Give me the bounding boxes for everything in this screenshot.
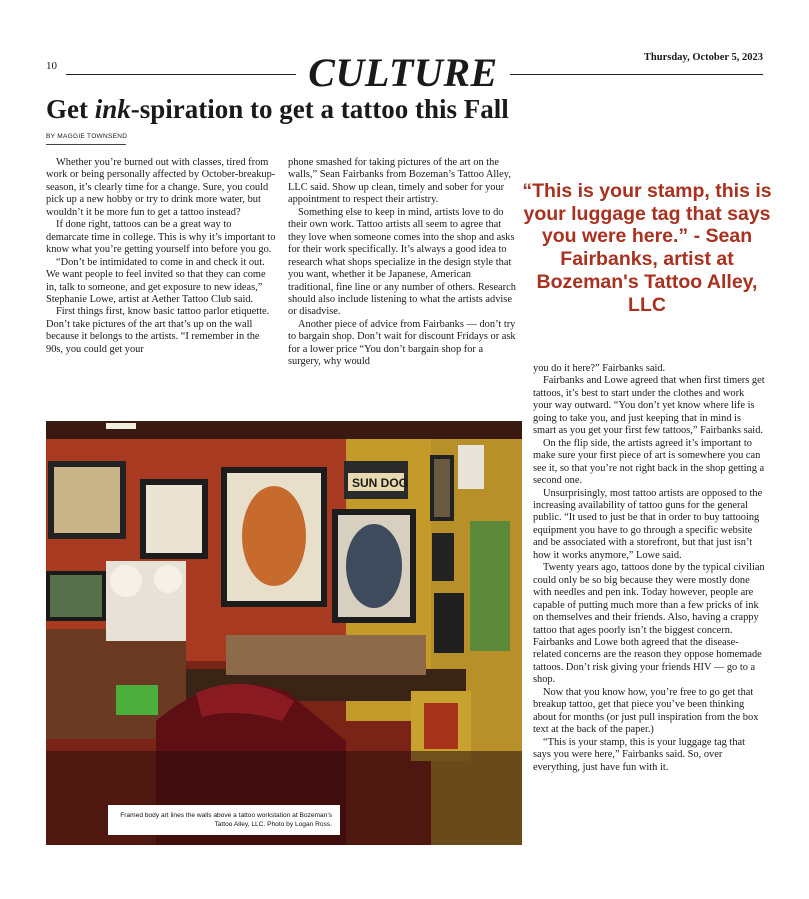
paragraph: “Don’t be intimidated to come in and check it out. We want people to feel invited so that they can come in, talk to someone, and get exposure to new ideas,” Stephanie Lowe, artist at Aether Tattoo Club said.: [46, 256, 266, 305]
headline: [46, 94, 509, 125]
article-column-2: [288, 157, 518, 369]
headline-end: -spiration to get a tattoo this Fall: [130, 94, 509, 124]
photo-illustration: [46, 421, 522, 845]
headline-start: Get: [46, 94, 95, 124]
license-plate-sign: SUN DOG: [352, 476, 409, 490]
byline: BY MAGGIE TOWNSEND: [46, 133, 128, 140]
pull-quote: “This is your stamp, this is your luggage tag that says you were here.” - Sean Fairbanks, artist at Bozeman's Tattoo Alley, LLC: [522, 180, 772, 316]
issue-date: Thursday, October 5, 2023: [643, 52, 763, 63]
paragraph: you do it here?” Fairbanks said.: [533, 363, 666, 374]
paragraph: phone smashed for taking pictures of the art on the walls,” Sean Fairbanks from Bozeman’s Tattoo Alley, LLC said. Show up clean, timely and sober for your appointment to respect their artistry.: [288, 157, 511, 206]
paragraph: Fairbanks and Lowe agreed that when first timers get tattoos, it’s best to start under the clothes and work your way outward. “You don’t yet know where life is going to take you, and just keeping that in mind is smart as you get your first few tattoos,” Fairbanks said.: [533, 375, 765, 437]
header-rule-left: [66, 74, 296, 75]
paragraph: Whether you’re burned out with classes, tired from work or being personally affected by October-breakup-season, it’s clearly time for a change. Sure, you could pick up a new hobby or try to drink more water, but wouldn’t it be more fun to get a tattoo instead?: [46, 157, 276, 218]
paragraph: Unsurprisingly, most tattoo artists are opposed to the increasing availability of tattoo guns for the general public. “It used to just be that in order to buy tattooing equipment you have to go through a specific website and be associated with a storefront, but that just isn’t how it works anymore,” Lowe said.: [533, 487, 763, 561]
paragraph: Now that you know how, you’re free to go get that breakup tattoo, get that piece you’ve been thinking about for months (or just pull inspiration from the box text at the back of the paper.): [533, 686, 759, 736]
photo-caption: Framed body art lines the walls above a tattoo workstation at Bozeman’s Tattoo Alley, LLC. Photo by Logan Ross.: [108, 805, 340, 835]
paragraph: Something else to keep in mind, artists love to do their own work. Tattoo artists all seem to agree that they love when someone comes into the shop and asks for their work specifically. It’s always a good idea to research what shops specialize in the design style that you want, whether it be Japanese, American traditional, fine line or any number of others. Research should also include listening to what the artists advise or disadvise.: [288, 206, 516, 318]
tattoo-shop-photo: [46, 421, 522, 845]
paragraph: Another piece of advice from Fairbanks — don’t try to bargain shop. Don’t wait for discount Fridays or ask for a lower price “You don’t bargain shop for a surgery, why would: [288, 318, 516, 368]
paragraph: First things first, know basic tattoo parlor etiquette. Don’t take pictures of the art that’s up on the wall because it belongs to the artists. “I remember in the 90s, you could get your: [46, 306, 270, 355]
article-column-1: [46, 157, 276, 356]
article-column-3: [533, 363, 765, 774]
paragraph: If done right, tattoos can be a great way to demarcate time in college. This is why it’s important to know what you’re getting yourself into before you go.: [46, 219, 276, 256]
paragraph: Twenty years ago, tattoos done by the typical civilian could only be so big because they were mostly done with needles and pen ink. Today however, people are capable of putting much more than a few pricks of ink on themselves and their friends. Also, having a crappy tattoo that ages poorly isn’t the biggest concern. Fairbanks and Lowe both agreed that the disease-related concerns are the reason they oppose homemade tattoos. Don’t risk giving your friends HIV — go to a shop.: [533, 562, 765, 686]
paragraph: “This is your stamp, this is your luggage tag that says you were here,” Fairbanks said. So, over everything, just have fun with it.: [533, 736, 746, 773]
page-number: 10: [46, 60, 57, 72]
header-rule-right: [510, 74, 763, 75]
headline-emphasis: ink: [94, 94, 131, 124]
section-title: CULTURE: [308, 50, 498, 95]
paragraph: On the flip side, the artists agreed it’s important to make sure your first piece of art is somewhere you can see it, so that you’re not right back in the shop getting a second one.: [533, 437, 765, 487]
byline-rule: [46, 144, 126, 145]
